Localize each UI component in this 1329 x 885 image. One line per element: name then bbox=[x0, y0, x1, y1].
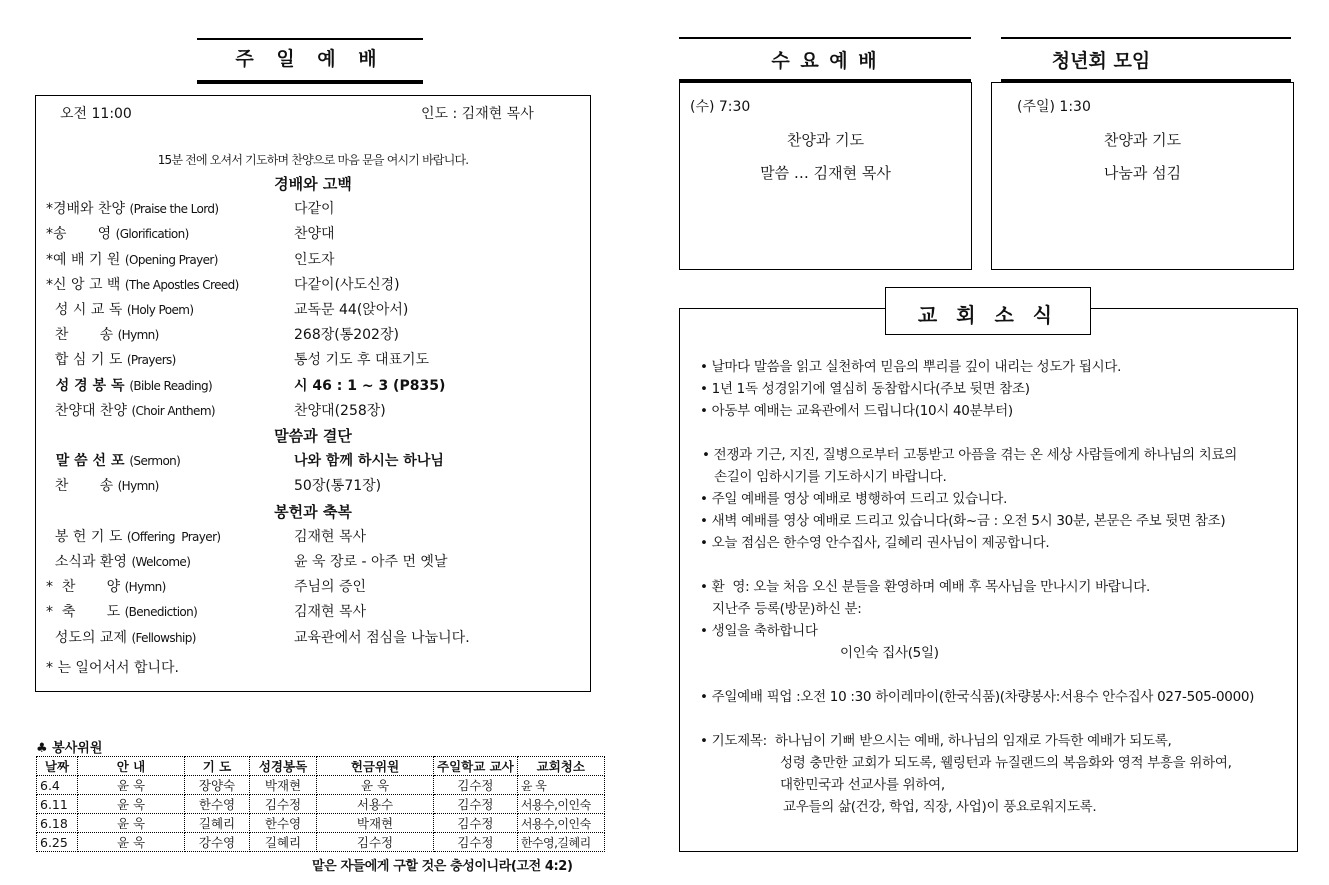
order-label-ko: 찬 송 bbox=[46, 478, 114, 495]
order-label-en: (Welcome) bbox=[131, 555, 191, 569]
order-label-en: (Hymn) bbox=[117, 479, 159, 494]
news-item: • 기도제목: 하나님이 기뻐 받으시는 예배, 하나님의 임재로 가득한 예배가 되도록, bbox=[700, 733, 1172, 749]
news-title: 교 회 소 식 bbox=[917, 303, 1059, 327]
order-label-en: (Hymn) bbox=[117, 328, 159, 343]
order-label bbox=[46, 526, 221, 546]
sunday-title-bottom-rule bbox=[197, 80, 423, 84]
volunteers-header-cell: 성경봉독 bbox=[250, 757, 317, 776]
order-row bbox=[46, 526, 576, 550]
order-value: 시 46 : 1 ~ 3 (P835) bbox=[294, 377, 446, 394]
news-item: • 생일을 축하합니다 bbox=[700, 623, 818, 639]
order-label bbox=[46, 551, 190, 571]
order-label-ko: 성도의 교제 bbox=[46, 629, 127, 646]
news-item: • 오늘 점심은 한수영 안수집사, 길혜리 권사님이 제공합니다. bbox=[700, 535, 1050, 551]
standing-note: * 는 일어서서 합니다. bbox=[46, 660, 179, 676]
order-label-ko: 찬양대 찬양 bbox=[46, 402, 127, 419]
order-value: 다같이(사도신경) bbox=[294, 276, 400, 293]
sunday-title: 주 일 예 배 bbox=[235, 48, 385, 70]
order-label bbox=[46, 576, 166, 596]
order-label-en: (Sermon) bbox=[129, 454, 181, 469]
news-item: • 1년 1독 성경읽기에 열심히 동참합시다(주보 뒷면 참조) bbox=[700, 381, 1030, 397]
order-label bbox=[46, 324, 159, 344]
order-value: 50장(통71장) bbox=[294, 478, 382, 495]
order-value: 다같이 bbox=[294, 201, 335, 218]
order-label-en: (Bible Reading) bbox=[129, 378, 213, 393]
news-item: 이인숙 집사(5일) bbox=[840, 645, 939, 661]
table-cell: 강수영 bbox=[185, 833, 250, 852]
news-item: • 새벽 예배를 영상 예배로 드리고 있습니다(화~금 : 오전 5시 30분, 본문은 주보 뒷면 참조) bbox=[700, 513, 1226, 529]
table-cell: 서용수,이인숙 bbox=[517, 795, 604, 814]
table-cell: 한수영 bbox=[250, 814, 317, 833]
order-label bbox=[46, 375, 212, 395]
news-title-box bbox=[885, 287, 1091, 335]
table-cell: 서용수,이인숙 bbox=[517, 814, 604, 833]
order-row bbox=[46, 475, 576, 499]
table-cell: 윤 욱 bbox=[78, 795, 185, 814]
order-label-ko: * 찬 양 bbox=[46, 579, 121, 596]
news-item: • 전쟁과 기근, 지진, 질병으로부터 고통받고 아픔을 겪는 온 세상 사람들에게 하나님의 치료의 bbox=[702, 447, 1237, 463]
order-row bbox=[46, 349, 576, 373]
order-label-en: (The Apostles Creed) bbox=[124, 277, 239, 292]
order-label-ko: *송 영 bbox=[46, 226, 112, 243]
order-value: 268장(통202장) bbox=[294, 327, 399, 344]
order-label-en: (Hymn) bbox=[124, 580, 166, 595]
table-cell: 김수정 bbox=[250, 795, 317, 814]
news-item: • 아동부 예배는 교육관에서 드립니다(10시 40분부터) bbox=[700, 403, 1013, 419]
order-label-ko: 성 경 봉 독 bbox=[46, 377, 125, 394]
table-cell: 한수영,길혜리 bbox=[517, 833, 604, 852]
table-row bbox=[37, 814, 605, 833]
order-value: 찬양대 bbox=[294, 226, 335, 243]
table-cell: 6.25 bbox=[37, 833, 78, 852]
order-value: 김재현 목사 bbox=[294, 604, 367, 621]
sunday-time: 오전 11:00 bbox=[60, 106, 132, 122]
news-item: 교우들의 삶(건강, 학업, 직장, 사업)이 풍요로워지도록. bbox=[783, 799, 1097, 815]
table-cell: 윤 욱 bbox=[78, 833, 185, 852]
order-row bbox=[46, 198, 576, 222]
wednesday-title: 수 요 예 배 bbox=[771, 50, 879, 72]
order-label-en: (Fellowship) bbox=[131, 630, 196, 645]
order-row bbox=[46, 274, 576, 298]
order-label-ko: 합 심 기 도 bbox=[46, 352, 123, 369]
sunday-leader: 인도 : 김재현 목사 bbox=[421, 106, 534, 122]
table-cell: 길혜리 bbox=[250, 833, 317, 852]
youth-title: 청년회 모임 bbox=[1051, 50, 1151, 72]
table-cell: 김수정 bbox=[434, 833, 518, 852]
order-label bbox=[46, 249, 218, 269]
order-label-ko: *신 앙 고 백 bbox=[46, 276, 121, 293]
order-row bbox=[46, 299, 576, 323]
news-box bbox=[679, 308, 1298, 852]
sunday-title-top-rule bbox=[197, 38, 423, 40]
news-item: 지난주 등록(방문)하신 분: bbox=[700, 601, 862, 617]
table-cell: 6.18 bbox=[37, 814, 78, 833]
table-cell: 길혜리 bbox=[185, 814, 250, 833]
order-value: 교육관에서 점심을 나눕니다. bbox=[294, 629, 470, 646]
order-row bbox=[46, 601, 576, 625]
sunday-intro: 15분 전에 오셔서 기도하며 찬양으로 마음 문을 여시기 바랍니다. bbox=[157, 153, 469, 167]
table-cell: 6.11 bbox=[37, 795, 78, 814]
order-row bbox=[46, 576, 576, 600]
wednesday-time: (수) 7:30 bbox=[690, 99, 751, 115]
table-row bbox=[37, 833, 605, 852]
volunteers-header-cell: 교회청소 bbox=[517, 757, 604, 776]
order-label bbox=[46, 349, 176, 369]
order-value: 통성 기도 후 대표기도 bbox=[294, 352, 430, 369]
table-cell: 윤 욱 bbox=[78, 776, 185, 795]
table-cell: 서용수 bbox=[317, 795, 434, 814]
order-value: 김재현 목사 bbox=[294, 528, 367, 545]
order-label bbox=[46, 274, 239, 294]
wednesday-title-top-rule bbox=[679, 37, 971, 39]
order-label-en: (Benediction) bbox=[124, 605, 198, 620]
volunteers-header-cell: 기 도 bbox=[185, 757, 250, 776]
volunteers-title: ♣ 봉사위원 bbox=[36, 741, 103, 756]
order-row bbox=[46, 223, 576, 247]
order-row bbox=[46, 249, 576, 273]
volunteers-header-cell: 안 내 bbox=[78, 757, 185, 776]
order-row bbox=[46, 400, 576, 424]
table-cell: 김수정 bbox=[434, 795, 518, 814]
section-title: 말씀과 결단 bbox=[274, 427, 352, 445]
order-label bbox=[46, 450, 180, 470]
wednesday-box bbox=[679, 82, 972, 270]
order-label bbox=[46, 601, 197, 621]
table-cell: 김수정 bbox=[434, 776, 518, 795]
news-item: • 주일 예배를 영상 예배로 병행하여 드리고 있습니다. bbox=[700, 491, 1008, 507]
section-title: 경배와 고백 bbox=[274, 175, 352, 193]
order-label-en: (Choir Anthem) bbox=[131, 403, 216, 418]
order-label-en: (Offering Prayer) bbox=[126, 529, 221, 544]
volunteers-header-cell: 날짜 bbox=[37, 757, 78, 776]
table-cell: 장양숙 bbox=[185, 776, 250, 795]
order-label bbox=[46, 299, 193, 319]
table-cell: 박재현 bbox=[317, 814, 434, 833]
order-label-ko: *예 배 기 원 bbox=[46, 251, 121, 268]
order-value: 인도자 bbox=[294, 251, 335, 268]
order-label-ko: * 축 도 bbox=[46, 604, 121, 621]
table-cell: 윤 욱 bbox=[317, 776, 434, 795]
order-value: 찬양대(258장) bbox=[294, 402, 386, 419]
order-label-ko: 봉 헌 기 도 bbox=[46, 528, 123, 545]
news-item: • 환 영: 오늘 처음 오신 분들을 환영하며 예배 후 목사님을 만나시기 바랍니다. bbox=[700, 579, 1151, 595]
news-item: 손길이 임하시기를 기도하시기 바랍니다. bbox=[702, 469, 947, 485]
youth-line1: 찬양과 기도 bbox=[1103, 131, 1182, 149]
table-row bbox=[37, 795, 605, 814]
order-label-en: (Prayers) bbox=[126, 353, 176, 368]
news-item: • 날마다 말씀을 읽고 실천하여 믿음의 뿌리를 깊이 내리는 성도가 됩시다. bbox=[700, 359, 1122, 375]
order-value: 주님의 증인 bbox=[294, 579, 367, 596]
order-row bbox=[46, 324, 576, 348]
order-value: 교독문 44(앉아서) bbox=[294, 302, 409, 318]
order-label-ko: 찬 송 bbox=[46, 327, 114, 344]
table-cell: 김수정 bbox=[434, 814, 518, 833]
wednesday-line2: 말씀 … 김재현 목사 bbox=[760, 164, 891, 182]
youth-line2: 나눔과 섬김 bbox=[1103, 164, 1182, 182]
order-label-en: (Praise the Lord) bbox=[129, 202, 219, 217]
order-label-ko: 말 씀 선 포 bbox=[46, 453, 125, 470]
youth-box bbox=[991, 82, 1294, 270]
youth-time: (주일) 1:30 bbox=[1017, 99, 1091, 115]
table-cell: 윤 욱 bbox=[517, 776, 604, 795]
table-cell: 6.4 bbox=[37, 776, 78, 795]
news-item: 대한민국과 선교사를 위하여, bbox=[780, 777, 945, 793]
news-item: • 주일예배 픽업 :오전 10 :30 하이레마이(한국식품)(차량봉사:서용수 안수집사 027-505-0000) bbox=[700, 689, 1255, 705]
order-label-ko: *경배와 찬양 bbox=[46, 201, 126, 218]
order-label bbox=[46, 223, 189, 243]
sunday-order-box bbox=[35, 95, 591, 692]
order-value: 나와 함께 하시는 하나님 bbox=[294, 453, 444, 470]
order-label-en: (Holy Poem) bbox=[126, 303, 194, 317]
table-cell: 김수정 bbox=[317, 833, 434, 852]
order-label bbox=[46, 627, 196, 647]
order-label bbox=[46, 400, 215, 420]
volunteers-table bbox=[36, 756, 605, 852]
order-row bbox=[46, 375, 576, 399]
volunteers-header-cell: 주일학교 교사 bbox=[434, 757, 518, 776]
order-label-en: (Opening Prayer) bbox=[124, 252, 218, 267]
order-row bbox=[46, 551, 576, 575]
order-row bbox=[46, 627, 576, 651]
table-cell: 박재현 bbox=[250, 776, 317, 795]
order-value: 윤 욱 장로 - 아주 먼 옛날 bbox=[294, 554, 448, 570]
table-cell: 한수영 bbox=[185, 795, 250, 814]
table-row bbox=[37, 776, 605, 795]
table-cell: 윤 욱 bbox=[78, 814, 185, 833]
order-row bbox=[46, 450, 576, 474]
order-label-ko: 성 시 교 독 bbox=[46, 302, 123, 318]
section-title: 봉헌과 축복 bbox=[274, 502, 352, 521]
wednesday-line1: 찬양과 기도 bbox=[786, 131, 865, 149]
order-label-en: (Glorification) bbox=[115, 227, 189, 242]
youth-title-top-rule bbox=[1001, 37, 1291, 39]
volunteers-header-cell: 헌금위원 bbox=[317, 757, 434, 776]
order-label bbox=[46, 475, 159, 495]
news-item: 성령 충만한 교회가 되도록, 웰링턴과 뉴질랜드의 복음화와 영적 부흥을 위하여, bbox=[780, 755, 1232, 771]
volunteers-header-row bbox=[37, 757, 605, 776]
order-label-ko: 소식과 환영 bbox=[46, 554, 127, 570]
memory-verse: 맡은 자들에게 구할 것은 충성이니라(고전 4:2) bbox=[312, 859, 573, 874]
order-label bbox=[46, 198, 218, 218]
